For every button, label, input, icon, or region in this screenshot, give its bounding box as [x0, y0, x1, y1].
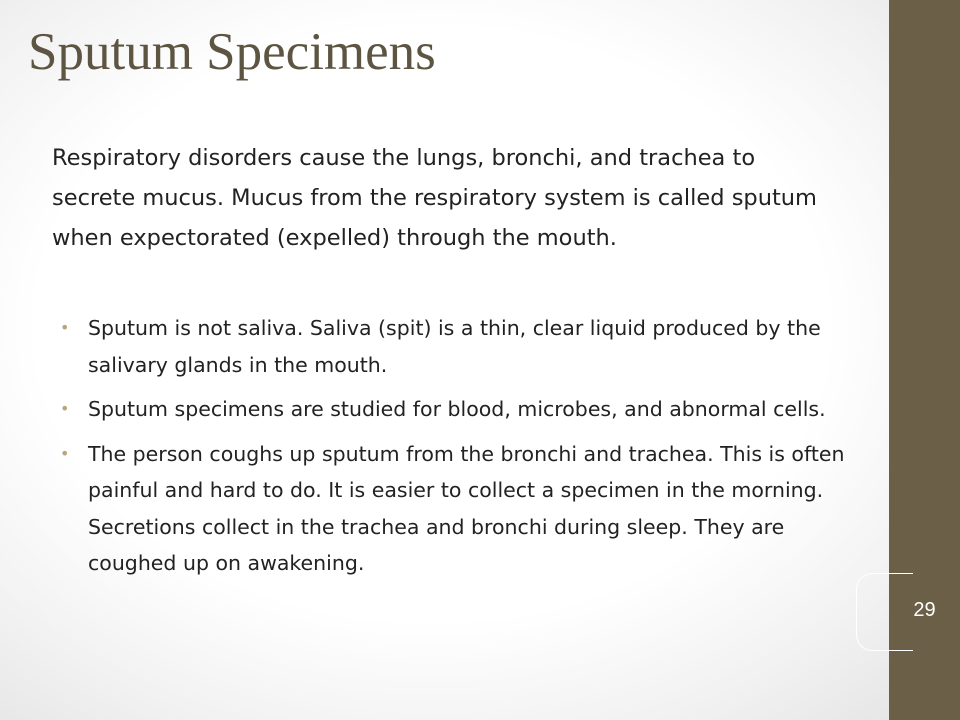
slide-title: Sputum Specimens — [28, 23, 436, 81]
bullet-text: Sputum specimens are studied for blood, microbes, and abnormal cells. — [88, 397, 826, 421]
bullet-icon: • — [60, 443, 70, 463]
bullet-list — [60, 310, 850, 590]
bullet-text: Sputum is not saliva. Saliva (spit) is a thin, clear liquid produced by the salivary glands in the mouth. — [88, 316, 821, 377]
intro-paragraph: Respiratory disorders cause the lungs, bronchi, and trachea to secrete mucus. Mucus from the respiratory system is called sputum when expectorated (expelled) through the mouth. — [52, 145, 817, 251]
bullet-icon: • — [60, 318, 70, 337]
bullet-item — [60, 436, 850, 582]
bullet-text: The person coughs up sputum from the bronchi and trachea. This is often painful and hard to do. It is easier to collect a specimen in the morning. Secretions collect in the trachea and bronchi during sleep. They are coughed up on awakening. — [88, 441, 845, 575]
bullet-icon: • — [60, 399, 70, 418]
page-number: 29 — [913, 599, 936, 621]
bullet-item — [60, 310, 850, 383]
bullet-item — [60, 391, 850, 428]
